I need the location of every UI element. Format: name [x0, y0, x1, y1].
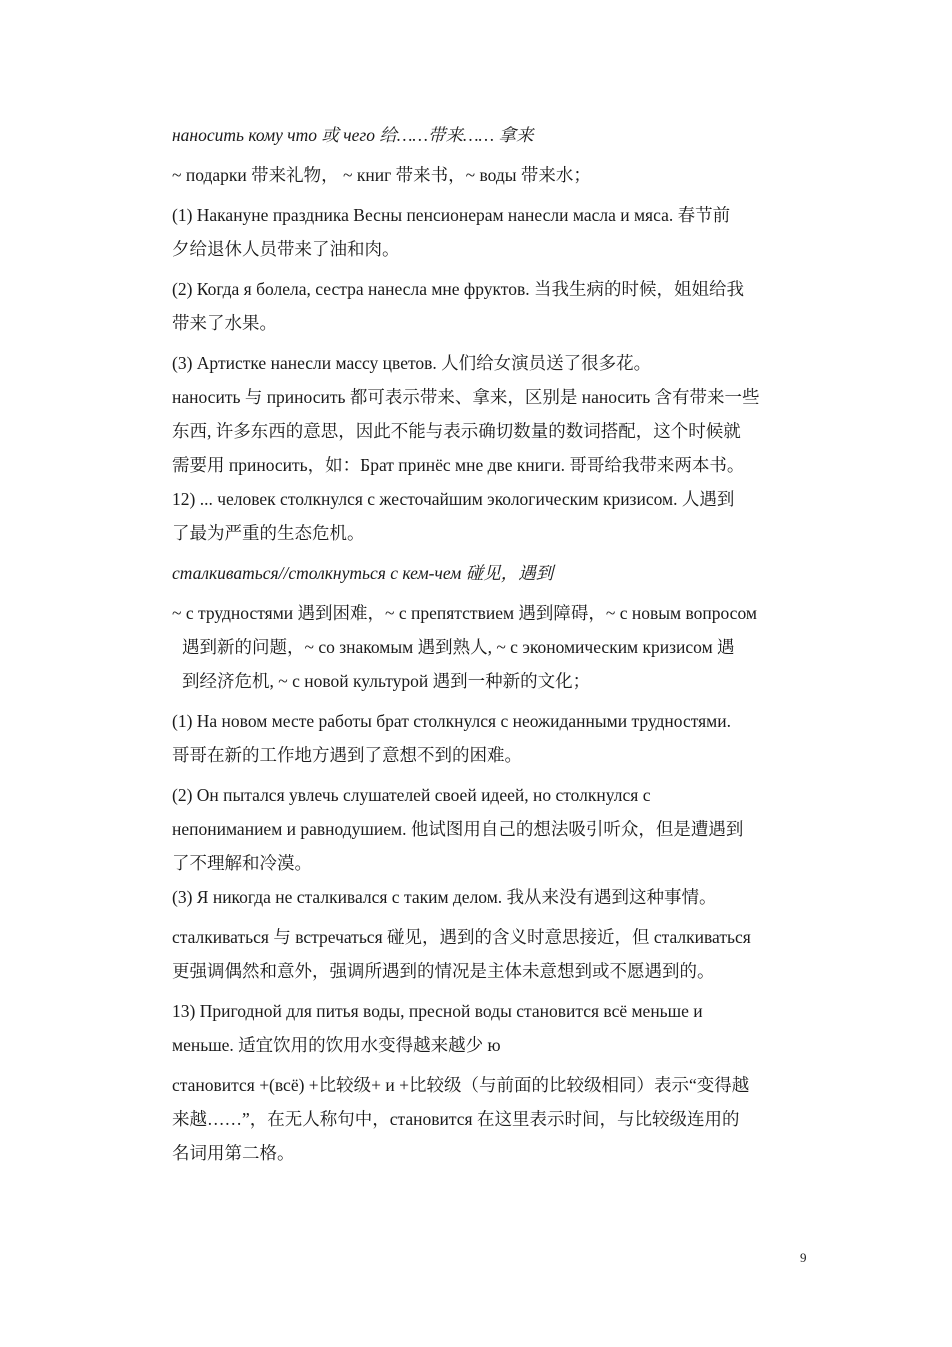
text-line: 了最为严重的生态危机。	[172, 523, 365, 543]
text-line: непониманием и равнодушием. 他试图用自己的想法吸引听众，但是遭遇到	[172, 819, 744, 839]
text-line: 来越……”，在无人称句中，становится 在这里表示时间，与比较级连用的	[172, 1109, 740, 1129]
text-line: становится +(всё) +比较级+ и +比较级（与前面的比较级相同）表示“变得越	[172, 1075, 750, 1095]
entry-headword: сталкиваться//столкнуться с кем-чем 碰见，遇到	[172, 563, 554, 583]
text-line: 哥哥在新的工作地方遇到了意想不到的困难。	[172, 745, 522, 765]
text-line: меньше. 适宜饮用的饮用水变得越来越少 ю	[172, 1035, 501, 1055]
text-line: (2) Когда я болела, сестра нанесла мне фруктов. 当我生病的时候，姐姐给我	[172, 279, 744, 299]
text-line: 13) Пригодной для питья воды, пресной воды становится всё меньше и	[172, 1001, 703, 1021]
text-line: 需要用 приносить，如：Брат принёс мне две книги. 哥哥给我带来两本书。	[172, 455, 745, 475]
text-line: 到经济危机, ~ с новой культурой 遇到一种新的文化；	[182, 671, 591, 691]
text-line: 东西, 许多东西的意思，因此不能与表示确切数量的数词搭配，这个时候就	[172, 421, 741, 441]
text-line: (2) Он пытался увлечь слушателей своей идеей, но столкнулся с	[172, 785, 651, 805]
text-line: 12) ... человек столкнулся с жесточайшим экологическим кризисом. 人遇到	[172, 489, 735, 509]
text-line: ~ с трудностями 遇到困难，~ с препятствием 遇到障碍，~ с новым вопросом	[172, 603, 757, 623]
text-line: 带来了水果。	[172, 313, 277, 333]
text-line: (1) На новом месте работы брат столкнулся с неожиданными трудностями.	[172, 711, 731, 731]
text-line: наносить 与 приносить 都可表示带来、拿来，区别是 наносить 含有带来一些	[172, 387, 760, 407]
text-line: ~ подарки 带来礼物， ~ книг 带来书，~ воды 带来水；	[172, 165, 591, 185]
text-line: 遇到新的问题，~ со знакомым 遇到熟人, ~ с экономическим кризисом 遇	[182, 637, 735, 657]
document-body	[172, 118, 812, 1170]
text-line: 名词用第二格。	[172, 1143, 295, 1163]
text-line: 夕给退休人员带来了油和肉。	[172, 239, 400, 259]
entry-headword: наносить кому что 或 чего 给……带来…… 拿来	[172, 125, 534, 145]
page-number: 9	[800, 1250, 807, 1265]
text-line: 了不理解和冷漠。	[172, 853, 312, 873]
text-line: 更强调偶然和意外，强调所遇到的情况是主体未意想到或不愿遇到的。	[172, 961, 715, 981]
text-line: (1) Накануне праздника Весны пенсионерам нанесли масла и мяса. 春节前	[172, 205, 731, 225]
text-line: (3) Я никогда не сталкивался с таким делом. 我从来没有遇到这种事情。	[172, 887, 717, 907]
text-line: сталкиваться 与 встречаться 碰见，遇到的含义时意思接近，但 сталкиваться	[172, 927, 751, 947]
text-line: (3) Артистке нанесли массу цветов. 人们给女演员送了很多花。	[172, 353, 652, 373]
